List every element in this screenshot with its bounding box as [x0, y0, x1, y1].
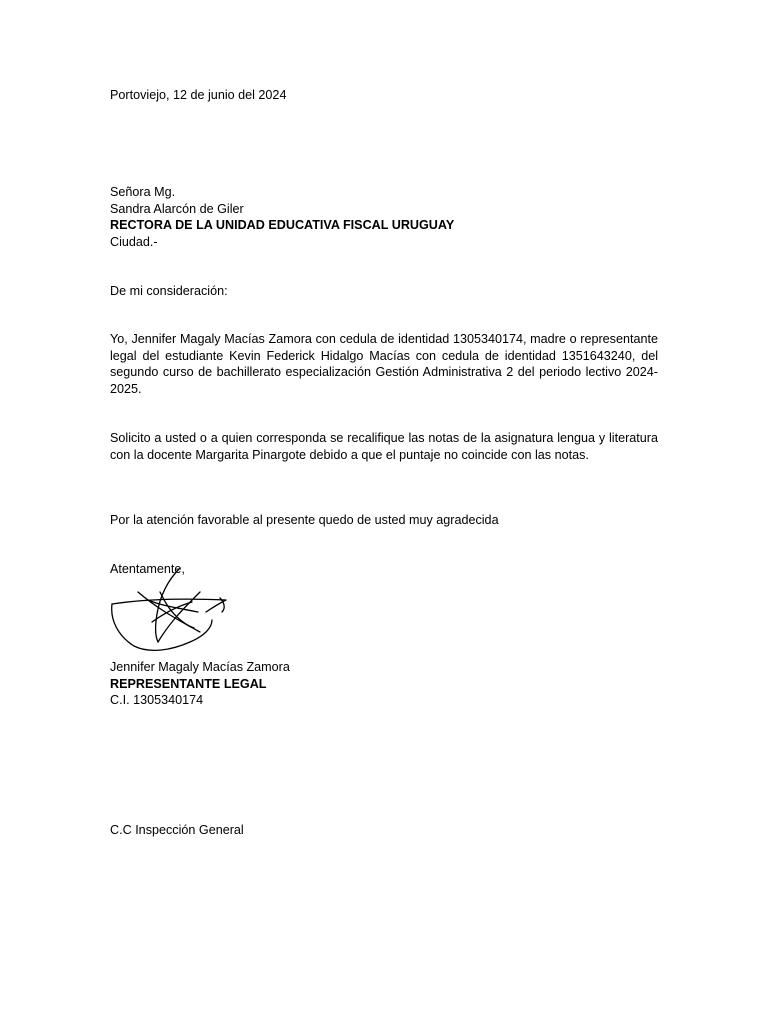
recipient-title: RECTORA DE LA UNIDAD EDUCATIVA FISCAL URUGUAY	[110, 218, 455, 232]
recipient-name: Sandra Alarcón de Giler	[110, 201, 244, 216]
greeting	[110, 283, 658, 300]
closing-text: Atentamente,	[110, 562, 185, 576]
signer-role: REPRESENTANTE LEGAL	[110, 676, 267, 691]
greeting-text: De mi consideración:	[110, 284, 228, 298]
paragraph-identification: Yo, Jennifer Magaly Macías Zamora con cedula de identidad 1305340174, madre o representante legal del estudiante Kevin Federick Hidalgo Macías con cedula de identidad 1351643240, del segundo curso de bachillerato especialización Gestión Administrativa 2 del periodo lectivo 2024-2025.	[110, 332, 658, 396]
recipient-block	[110, 184, 658, 250]
handwritten-signature	[108, 562, 233, 654]
recipient-city: Ciudad.-	[110, 234, 158, 249]
signer-id: C.I. 1305340174	[110, 693, 204, 707]
paragraph-thanks	[110, 512, 658, 529]
recipient-salutation: Señora Mg.	[110, 185, 176, 199]
date-text: Portoviejo, 12 de junio del 2024	[110, 88, 287, 102]
thanks-text: Por la atención favorable al presente quedo de usted muy agradecida	[110, 513, 499, 527]
paragraph-request: Solicito a usted o a quien corresponda se recalifique las notas de la asignatura lengua y literatura con la docente Margarita Pinargote debido a que el puntaje no coincide con las notas.	[110, 431, 658, 462]
cc-line	[110, 822, 658, 839]
date-line	[110, 87, 658, 104]
signer-name: Jennifer Magaly Macías Zamora	[110, 660, 290, 674]
cc-text: C.C Inspección General	[110, 823, 244, 837]
signer-block	[110, 659, 658, 709]
